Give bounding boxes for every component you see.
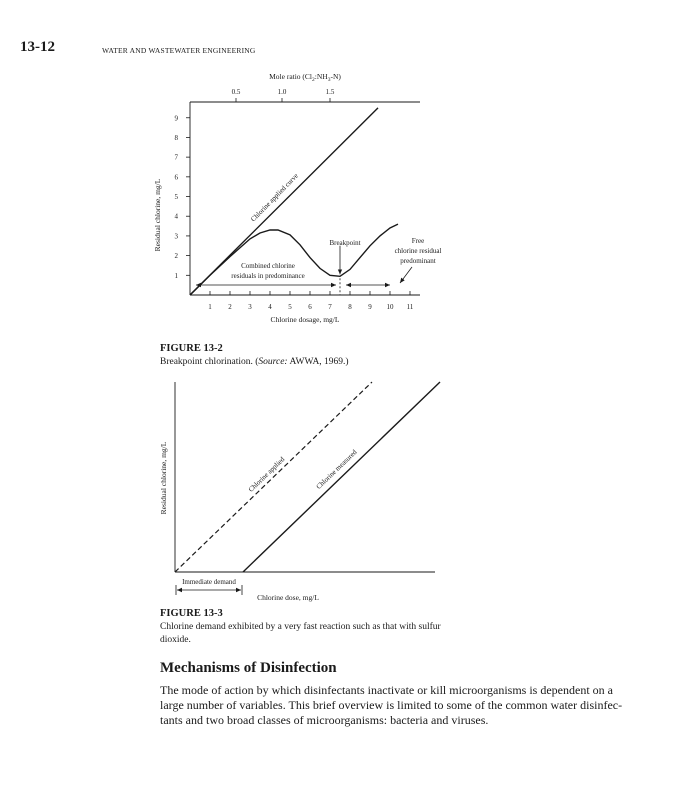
secondary-x-axis-title: Mole ratio $(Cl_2:NH_3-N)$ bbox=[269, 72, 341, 83]
combined-residual-label-2: residuals in predominance bbox=[231, 272, 305, 280]
chlorine-measured-line bbox=[243, 382, 440, 572]
y-tick-label: 4 bbox=[174, 212, 178, 221]
figure-13-3-caption: Chlorine demand exhibited by a very fast reaction such as that with sulfur dioxide. bbox=[160, 622, 441, 645]
x-tick-label: 7 bbox=[328, 303, 332, 311]
free-residual-label-3: predominant bbox=[400, 257, 436, 265]
chlorine-applied-label: Chlorine applied bbox=[246, 455, 287, 494]
secondary-x-tick-label: 1.5 bbox=[325, 88, 335, 96]
x-tick-label: 5 bbox=[288, 303, 292, 311]
x-tick-label: 3 bbox=[248, 303, 252, 311]
y-axis-title: Residual chlorine, mg/L bbox=[159, 441, 168, 515]
free-label-pointer bbox=[400, 267, 412, 283]
y-tick-label: 2 bbox=[174, 252, 178, 261]
x-tick-label: 10 bbox=[386, 303, 394, 311]
x-tick-label: 4 bbox=[268, 303, 272, 311]
immediate-demand-label: Immediate demand bbox=[182, 578, 236, 586]
x-tick-label: 9 bbox=[368, 303, 372, 311]
applied-curve-label: Chlorine applied curve bbox=[249, 171, 300, 224]
figure-13-2-caption: Breakpoint chlorination. (Source: AWWA, 1969.) bbox=[160, 357, 349, 367]
y-tick-label: 1 bbox=[174, 271, 178, 280]
section-body bbox=[160, 683, 642, 728]
y-tick-label: 9 bbox=[174, 114, 178, 123]
y-tick-label: 8 bbox=[174, 133, 178, 142]
x-tick-label: 1 bbox=[208, 303, 212, 311]
y-tick-label: 6 bbox=[174, 173, 178, 182]
running-title: WATER AND WASTEWATER ENGINEERING bbox=[102, 46, 256, 55]
x-tick-label: 2 bbox=[228, 303, 232, 311]
y-axis-title: Residual chlorine, mg/L bbox=[153, 178, 162, 252]
body-line: tants and two broad classes of microorganisms: bacteria and viruses. bbox=[160, 713, 489, 727]
y-tick-label: 7 bbox=[174, 153, 178, 162]
chlorine-demand-chart bbox=[0, 370, 689, 605]
x-tick-label: 6 bbox=[308, 303, 312, 311]
body-line: The mode of action by which disinfectants inactivate or kill microorganisms is dependent on a bbox=[160, 683, 613, 697]
free-residual-label-2: chlorine residual bbox=[394, 247, 442, 255]
section-heading: Mechanisms of Disinfection bbox=[160, 660, 337, 676]
x-tick-label: 11 bbox=[406, 303, 414, 311]
breakpoint-chart bbox=[0, 0, 689, 340]
combined-residual-label-1: Combined chlorine bbox=[241, 262, 295, 270]
free-residual-label-1: Free bbox=[411, 237, 425, 245]
figure-13-2-label: FIGURE 13-2 bbox=[160, 343, 223, 354]
y-tick-label: 5 bbox=[174, 193, 178, 202]
chlorine-residual-curve bbox=[190, 224, 398, 295]
secondary-x-tick-label: 0.5 bbox=[231, 88, 241, 96]
body-line: large number of variables. This brief overview is limited to some of the common water disinfec- bbox=[160, 698, 623, 712]
chlorine-measured-label: Chlorine measured bbox=[314, 448, 359, 491]
x-tick-label: 8 bbox=[348, 303, 352, 311]
breakpoint-label: Breakpoint bbox=[329, 239, 361, 247]
secondary-x-tick-label: 1.0 bbox=[277, 88, 287, 96]
y-tick-label: 3 bbox=[174, 232, 178, 241]
page-number: 13-12 bbox=[20, 39, 55, 55]
x-axis-title: Chlorine dosage, mg/L bbox=[270, 315, 340, 324]
figure-13-3-label: FIGURE 13-3 bbox=[160, 608, 223, 619]
x-axis-title: Chlorine dose, mg/L bbox=[257, 593, 319, 602]
